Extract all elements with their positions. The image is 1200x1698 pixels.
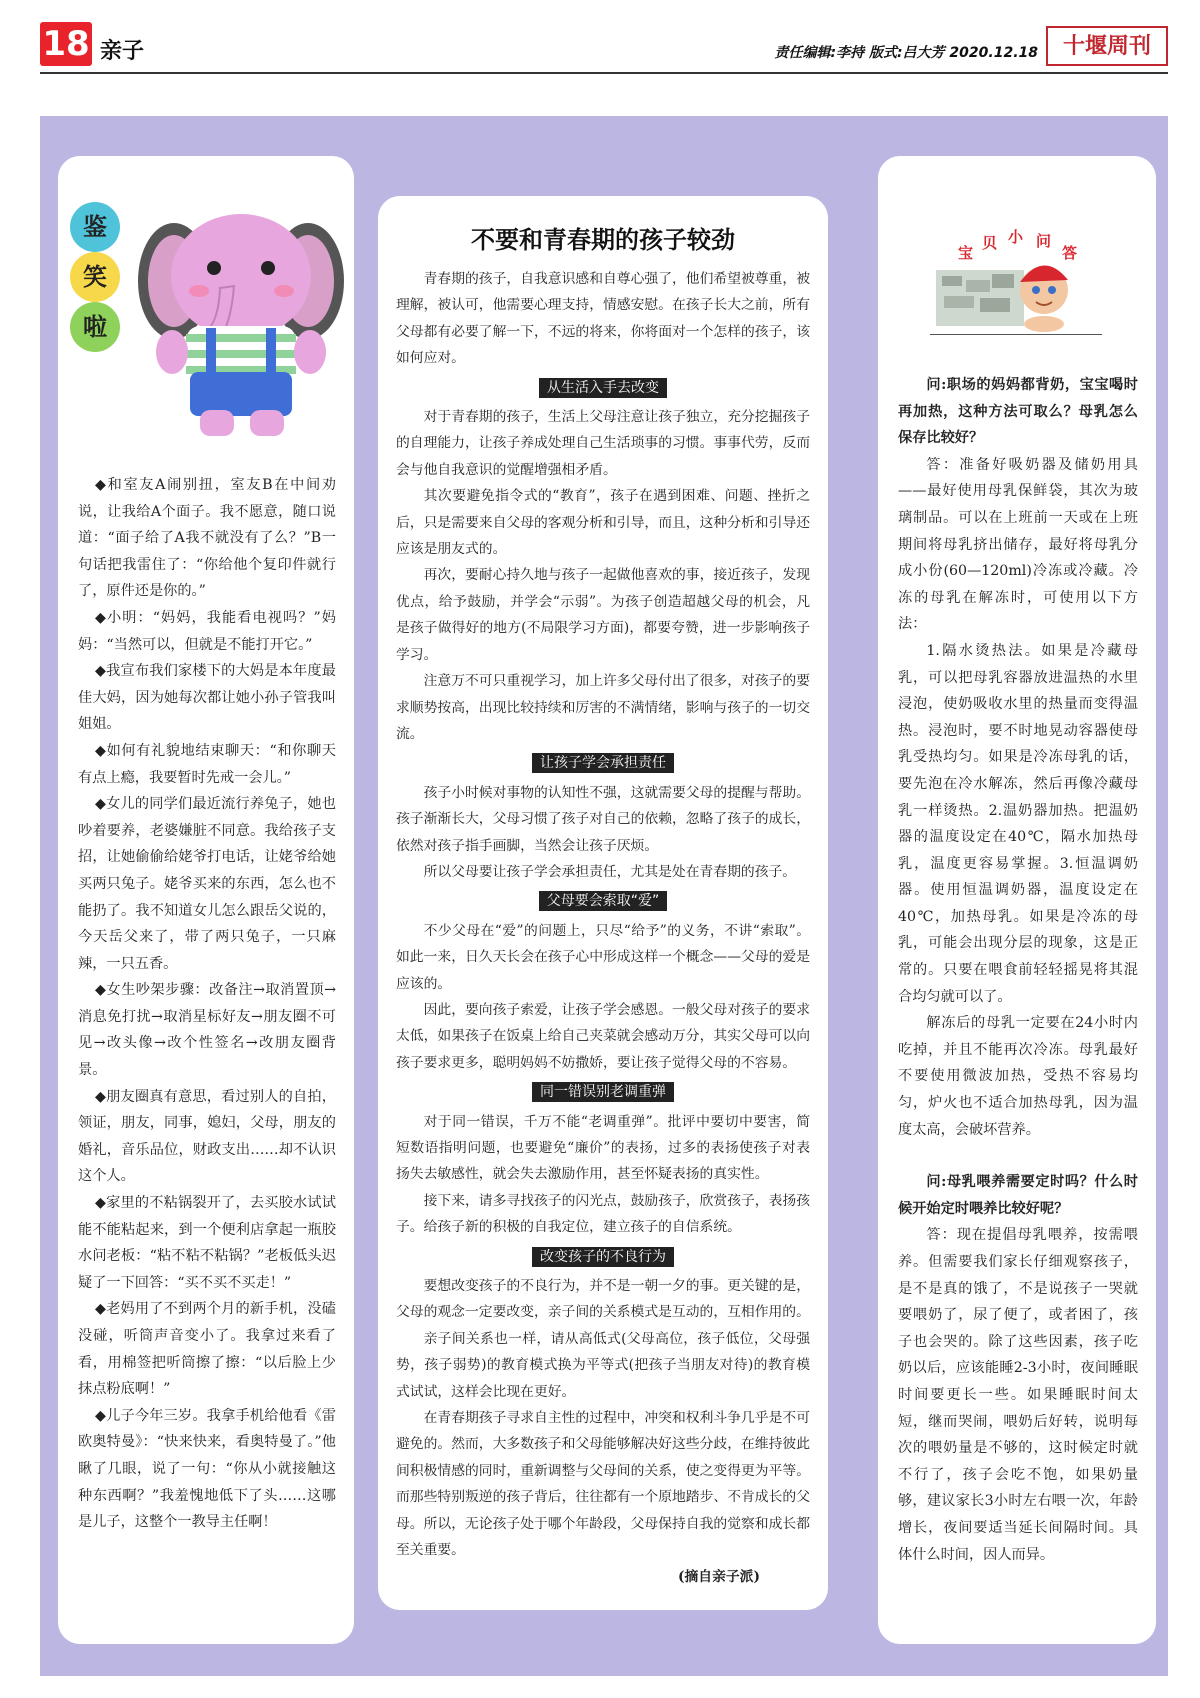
article-body — [396, 266, 810, 1590]
qa-answer: 1.隔水烫热法。如果是冷藏母乳，可以把母乳容器放进温热的水里浸泡，使奶吸收水里的热量而变得温热。浸泡时，要不时地晃动容器使母乳受热均匀。如果是冷冻母乳的话，要先泡在冷水解冻，然后再像冷藏母乳一样烫热。2.温奶器加热。把温奶器的温度设定在40℃，隔水加热母乳，温度更容易掌握。3.恒温调奶器。使用恒温调奶器，温度设定在40℃，加热母乳。如果是冷冻的母乳，可能会出现分层的现象，这是正常的。只要在喂食前轻轻摇晃将其混合均匀就可以了。 — [898, 642, 1138, 1005]
article-paragraph: 孩子小时候对事物的认知性不强，这就需要父母的提醒与帮助。孩子渐渐长大，父母习惯了孩子对自己的依赖，忽略了孩子的成长，依然对孩子指手画脚，当然会让孩子厌烦。 — [396, 784, 810, 854]
article-paragraph: 因此，要向孩子索爱，让孩子学会感恩。一般父母对孩子的要求太低，如果孩子在饭桌上给自己夹菜就会感动万分，其实父母可以向孩子要求更多，聪明妈妈不妨撒娇，要让孩子觉得父母的不容易。 — [396, 1001, 810, 1071]
article-paragraph: 所以父母要让孩子学会承担责任，尤其是处在青春期的孩子。 — [423, 863, 797, 880]
qa-title-char: 小 — [1008, 228, 1024, 246]
elephant-illustration — [134, 196, 348, 446]
qa-answer: 答：现在提倡母乳喂养，按需喂养。但需要我们家长仔细观察孩子，是不是真的饿了，不是说孩子一哭就要喂奶了，尿了便了，或者困了，孩子也会哭的。除了这些因素，孩子吃奶以后，应该能睡2-3小时，夜间睡眠时间要更长一些。如果睡眠时间太短，继而哭闹，喂奶后好转，说明每次的喂奶量是不够的，这时候定时就不行了，孩子会吃不饱，如果奶量够，建议家长3小时左右喂一次，年龄增长，夜间要适当延长间隔时间。具体什么时间，因人而异。 — [898, 1227, 1138, 1563]
section-heading: 父母要会索取“爱” — [396, 888, 810, 914]
jokes-list — [78, 472, 336, 1536]
qa-list — [898, 372, 1138, 1568]
qa-answer: 解冻后的母乳一定要在24小时内吃掉，并且不能再次冷冻。母乳最好不要使用微波加热，受热不容易均匀，炉火也不适合加热母乳，因为温度太高，会破坏营养。 — [898, 1015, 1138, 1138]
article-paragraph: 注意万不可只重视学习，加上许多父母付出了很多，对孩子的要求顺势按高，出现比较持续和厉害的不满情绪，影响与孩子的一切交流。 — [396, 673, 810, 742]
joke-item: ◆女儿的同学们最近流行养兔子，她也吵着要养，老婆嫌脏不同意。我给孩子支招，让她偷偷给姥爷打电话，让姥爷给她买两只兔子。姥爷买来的东西，怎么也不能扔了。我不知道女儿怎么跟岳父说的，今天岳父来了，带了两只兔子，一只麻辣，一只五香。 — [78, 796, 336, 972]
joke-item: ◆老妈用了不到两个月的新手机，没磕没碰，听筒声音变小了。我拿过来看了看，用棉签把听筒擦了擦：“以后脸上少抹点粉底啊！” — [78, 1301, 336, 1398]
badge-la: 啦 — [70, 302, 120, 352]
qa-section-title — [952, 226, 1092, 266]
article-paragraph: 接下来，请多寻找孩子的闪光点，鼓励孩子，欣赏孩子，表扬孩子。给孩子新的积极的自我定位，建立孩子的自信系统。 — [396, 1192, 810, 1236]
qa-question: 问:职场的妈妈都背奶，宝宝喝时再加热，这种方法可取么？母乳怎么保存比较好？ — [898, 377, 1138, 447]
qa-title-char: 贝 — [982, 234, 998, 252]
joke-item: ◆朋友圈真有意思，看过别人的自拍，领证，朋友，同事，媳妇，父母，朋友的婚礼，音乐品位，财政支出……却不认识这个人。 — [78, 1088, 336, 1185]
qa-title-char: 问 — [1036, 232, 1052, 250]
header-divider — [40, 72, 1168, 74]
joke-item: ◆小明：“妈妈，我能看电视吗？”妈妈：“当然可以，但就是不能打开它。” — [78, 609, 336, 653]
joke-item: ◆我宣布我们家楼下的大妈是本年度最佳大妈，因为她每次都让她小孙子管我叫姐姐。 — [78, 663, 336, 733]
section-heading: 同一错误别老调重弹 — [396, 1079, 810, 1105]
section-heading: 让孩子学会承担责任 — [396, 750, 810, 776]
joke-item: ◆女生吵架步骤：改备注→取消置顶→消息免打扰→取消星标好友→朋友圈不可见→改头像→改个性签名→改朋友圈背景。 — [78, 982, 336, 1079]
qa-spacer — [898, 1143, 1138, 1169]
joke-item: ◆如何有礼貌地结束聊天：“和你聊天有点上瘾，我要暂时先戒一会儿。” — [78, 742, 336, 786]
article-paragraph: 不少父母在“爱”的问题上，只尽“给予”的义务，不讲“索取”。如此一来，日久天长会在孩子心中形成这样一个概念——父母的爱是应该的。 — [396, 922, 810, 992]
section-heading: 从生活入手去改变 — [396, 375, 810, 401]
section-heading: 改变孩子的不良行为 — [396, 1244, 810, 1270]
article-paragraph: 在青春期孩子寻求自主性的过程中，冲突和权利斗争几乎是不可避免的。然而，大多数孩子和父母能够解决好这些分歧，在维持彼此间积极情感的同时，重新调整与父母间的关系，使之变得更为平等。而那些特别叛逆的孩子背后，往往都有一个原地踏步、不肯成长的父母。所以，无论孩子处于哪个年龄段，父母保持自我的觉察和成长都至关重要。 — [396, 1410, 810, 1559]
article-paragraph: 再次，要耐心持久地与孩子一起做他喜欢的事，接近孩子，发现优点，给予鼓励，并学会“示弱”。为孩子创造超越父母的机会，凡是孩子做得好的地方(不局限学习方面)，都要夸赞，进一步影响孩子学习。 — [396, 567, 810, 663]
joke-item: ◆和室友A闹别扭，室友B在中间劝说，让我给A个面子。我不愿意，随口说道：“面子给了A我不就没有了么？”B一句话把我雷住了：“你给他个复印件就行了，原件还是你的。” — [78, 477, 336, 600]
article-title: 不要和青春期的孩子较劲 — [471, 225, 735, 254]
editor-credits: 责任编辑:李持 版式:吕大芳 2020.12.18 — [774, 45, 1038, 61]
qa-answer: 答：准备好吸奶器及储奶用具——最好使用母乳保鲜袋，其次为玻璃制品。可以在上班前一天或在上班期间将母乳挤出储存，最好将母乳分成小份(60—120ml)冷冻或冷藏。冷冻的母乳在解冻时，可使用以下方法： — [898, 456, 1138, 633]
article-paragraph: 对于同一错误，千万不能“老调重弹”。批评中要切中要害，简短数语指明问题，也要避免“廉价”的表扬，过多的表扬使孩子对表扬失去敏感性，就会失去激励作用，甚至怀疑表扬的真实性。 — [396, 1113, 810, 1183]
badge-xiao: 笑 — [70, 252, 120, 302]
qa-question: 问:母乳喂养需要定时吗？什么时候开始定时喂养比较好呢？ — [898, 1174, 1138, 1217]
article-paragraph: 其次要避免指令式的“教育”，孩子在遇到困难、问题、挫折之后，只是需要来自父母的客观分析和引导，而且，这种分析和引导还应该是朋友式的。 — [396, 488, 810, 558]
article-intro: 青春期的孩子，自我意识感和自尊心强了，他们希望被尊重，被理解，被认可，他需要心理支持，情感安慰。在孩子长大之前，所有父母都有必要了解一下，不远的将来，你将面对一个怎样的孩子，该如何应对。 — [396, 271, 810, 367]
newspaper-brand: 十堰周刊 — [1046, 26, 1168, 66]
qa-divider — [930, 334, 1102, 335]
joke-item: ◆儿子今年三岁。我拿手机给他看《雷欧奥特曼》：“快来快来，看奥特曼了。”他瞅了几眼，说了一句：“你从小就接触这种东西啊？”我羞愧地低下了头……这哪是儿子，这整个一教导主任啊！ — [78, 1407, 336, 1531]
article-paragraph: 对于青春期的孩子，生活上父母注意让孩子独立，充分挖掘孩子的自理能力，让孩子养成处理自己生活琐事的习惯。事事代劳，反而会与他自我意识的觉醒增强相矛盾。 — [396, 409, 810, 478]
section-name: 亲子 — [100, 39, 145, 64]
page-header — [40, 22, 1168, 70]
qa-title-char: 答 — [1062, 244, 1078, 262]
joke-item: ◆家里的不粘锅裂开了，去买胶水试试能不能粘起来，到一个便利店拿起一瓶胶水问老板：“粘不粘不粘锅？”老板低头迟疑了一下回答：“买不买不买走！” — [78, 1195, 336, 1291]
article-paragraph: 要想改变孩子的不良行为，并不是一朝一夕的事。更关键的是，父母的观念一定要改变，亲子间的关系模式是互动的，互相作用的。 — [396, 1278, 810, 1321]
article-paragraph: 亲子间关系也一样，请从高低式(父母高位，孩子低位，父母强势，孩子弱势)的教育模式换为平等式(把孩子当朋友对待)的教育模式试试，这样会比现在更好。 — [396, 1330, 810, 1400]
qa-title-char: 宝 — [958, 244, 974, 262]
article-source: (摘自亲子派) — [677, 1568, 760, 1585]
page-number: 18 — [40, 22, 92, 66]
badge-jian: 鉴 — [70, 202, 120, 252]
